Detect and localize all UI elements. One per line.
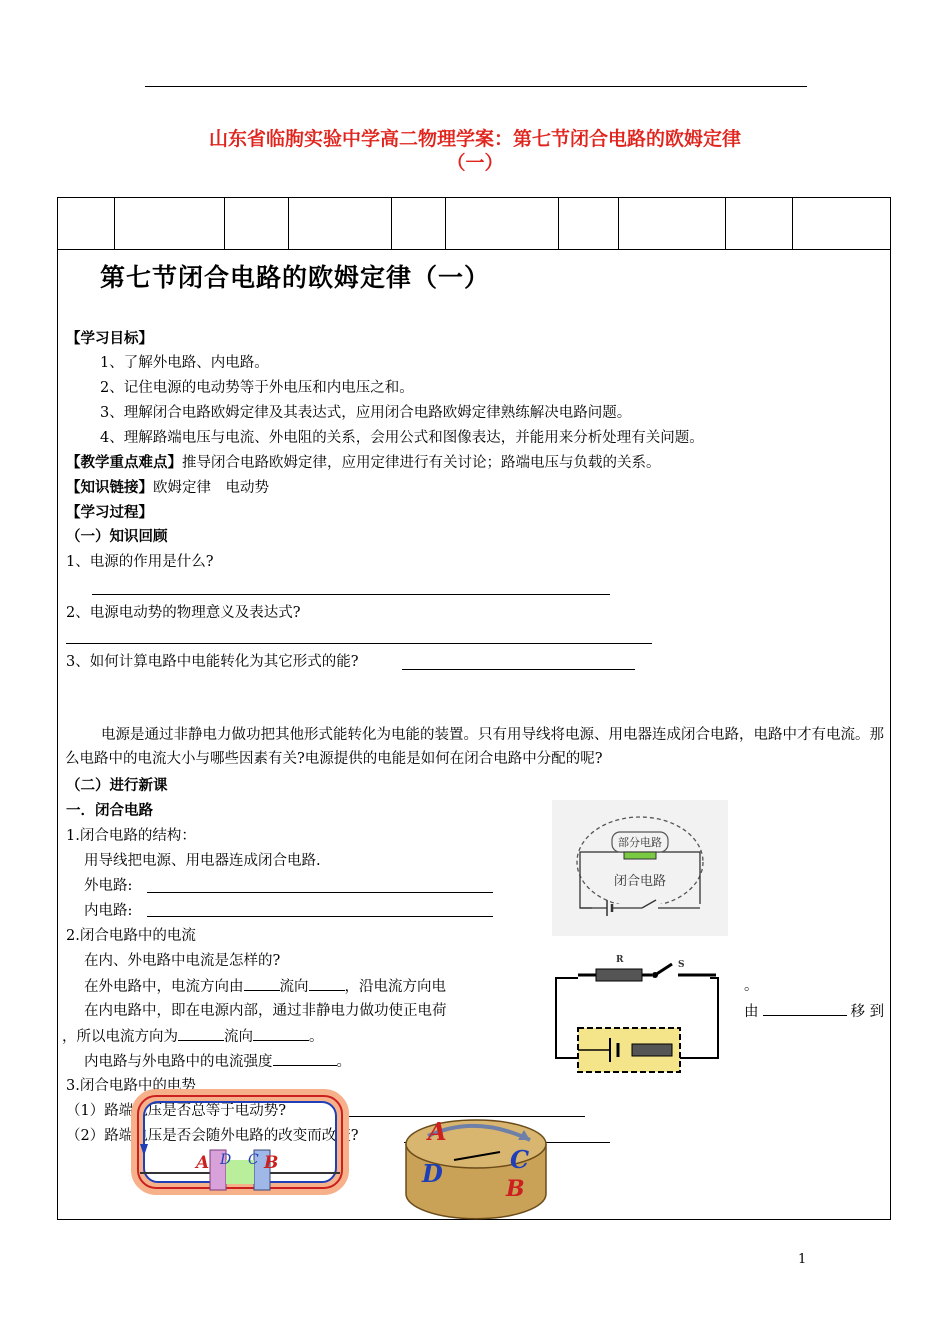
header-cells [58, 198, 890, 250]
goal-item: 1、了解外电路、内电路。 [100, 355, 269, 371]
inner-current-line: 在内电路中，即在电源内部，通过非静电力做功使正电荷 [84, 1003, 447, 1019]
internal-resistor-icon [632, 1044, 672, 1056]
text-part: 内电路与外电路中的电流强度 [84, 1054, 273, 1070]
question-3: 3、如何计算电路中电能转化为其它形式的能? [66, 654, 359, 670]
inner-circuit-label: 内电路: [84, 903, 133, 919]
header-cell [392, 198, 446, 249]
point-label: D [422, 1159, 443, 1188]
link-label: 【知识链接】 [66, 480, 153, 496]
key-label: 【教学重点难点】 [66, 455, 182, 471]
header-cell [559, 198, 619, 249]
subsection-closed-circuit: 一．闭合电路 [66, 803, 153, 819]
outer-current-line [84, 976, 446, 997]
blank [178, 1026, 224, 1041]
point-label: B [506, 1176, 525, 1202]
new-lesson-label: （二）进行新课 [66, 778, 168, 794]
outer-circuit-label: 外电路: [84, 878, 133, 894]
cylinder-figure [400, 1110, 552, 1222]
current-question: 在内、外电路中电流是怎样的? [84, 953, 281, 969]
answer-line [402, 669, 635, 670]
closed-circuit-label: 闭合电路 [613, 874, 667, 889]
blank [309, 976, 345, 991]
header-rule [145, 86, 807, 87]
switch-label: S [678, 960, 685, 970]
point-label: A [428, 1117, 447, 1146]
question-1: 1、电源的作用是什么? [66, 554, 214, 570]
page-number: 1 [798, 1252, 807, 1267]
text-part: 。 [309, 1029, 324, 1045]
header-cell [289, 198, 392, 249]
current-heading: 2.闭合电路中的电流 [66, 928, 196, 944]
goals-label: 【学习目标】 [66, 331, 153, 347]
header-cell [446, 198, 559, 249]
goal-item: 2、记住电源的电动势等于外电压和内电压之和。 [100, 380, 414, 396]
question-2: 2、电源电动势的物理意义及表达式? [66, 605, 301, 621]
resistor-icon [596, 969, 642, 981]
review-label: （一）知识回顾 [66, 529, 168, 545]
resistor-icon [624, 852, 656, 859]
structure-text: 用导线把电源、用电器连成闭合电路. [84, 853, 321, 869]
answer-line [66, 643, 652, 644]
text-part: 在外电路中，电流方向由 [84, 979, 244, 995]
section-heading: 第七节闭合电路的欧姆定律（一） [100, 263, 491, 292]
process-label: 【学习过程】 [66, 505, 153, 521]
link-text: 欧姆定律 电动势 [153, 480, 269, 496]
inner-current-right [744, 1001, 884, 1022]
header-cell [225, 198, 289, 249]
potential-question-2: （2）路端电压是否会随外电路的改变而改变? [66, 1128, 359, 1144]
intro-paragraph: 电源是通过非静电力做功把其他形式能转化为电能的装置。只有用导线将电源、用电器连成闭合电路，电路中才有电流。那么电路中的电流大小与哪些因素有关?电源提供的电能是如何在闭合电路中分配的呢? [65, 727, 884, 767]
resistor-switch-figure [548, 948, 723, 1080]
header-cell [115, 198, 225, 249]
text-part: 。 [336, 1054, 351, 1070]
answer-line [147, 916, 493, 917]
goal-item: 3、理解闭合电路欧姆定律及其表达式，应用闭合电路欧姆定律熟练解决电路问题。 [100, 405, 632, 421]
closed-circuit-figure [552, 800, 728, 936]
header-cell [793, 198, 890, 249]
partial-circuit-label: 部分电路 [618, 836, 662, 849]
blank [253, 1026, 309, 1041]
goal-item: 4、理解路端电压与电流、外电阻的关系，会用公式和图像表达，并能用来分析处理有关问题。 [100, 430, 704, 446]
blank [273, 1051, 337, 1066]
potential-heading: 3.闭合电路中的电势 [66, 1078, 196, 1094]
text-part: 由 [744, 1004, 759, 1020]
document-title: 山东省临朐实验中学高二物理学案：第七节闭合电路的欧姆定律 [208, 128, 741, 150]
blank [244, 976, 280, 991]
figure-background [552, 800, 728, 936]
text-part: 移 到 [850, 1004, 885, 1020]
answer-line [147, 892, 493, 893]
key-points [66, 453, 661, 473]
current-strength-line [84, 1051, 351, 1072]
text-part: 流向 [224, 1029, 253, 1045]
point-label: C [248, 1152, 259, 1168]
header-cell [726, 198, 793, 249]
point-label: D [220, 1152, 232, 1168]
text-part: ，所以电流方向为 [62, 1029, 178, 1045]
outer-current-end: 。 [744, 978, 759, 994]
text-part: ，沿电流方向电 [344, 979, 446, 995]
point-label: A [196, 1153, 210, 1173]
point-label: B [264, 1153, 279, 1173]
knowledge-link [66, 478, 269, 498]
text-part: 流向 [279, 979, 309, 995]
key-text: 推导闭合电路欧姆定律，应用定律进行有关讨论；路端电压与负载的关系。 [182, 455, 661, 471]
header-cell [58, 198, 115, 249]
point-label: C [510, 1145, 530, 1174]
answer-line [92, 594, 610, 595]
resistor-label: R [616, 955, 624, 965]
structure-heading: 1.闭合电路的结构： [66, 828, 196, 844]
potential-question-1: （1）路端电压是否总等于电动势? [66, 1103, 286, 1119]
header-cell [619, 198, 726, 249]
ring-circuit-figure [130, 1088, 350, 1198]
blank [763, 1001, 847, 1016]
document-title-2: （一） [446, 152, 504, 174]
current-direction-line [62, 1026, 324, 1047]
